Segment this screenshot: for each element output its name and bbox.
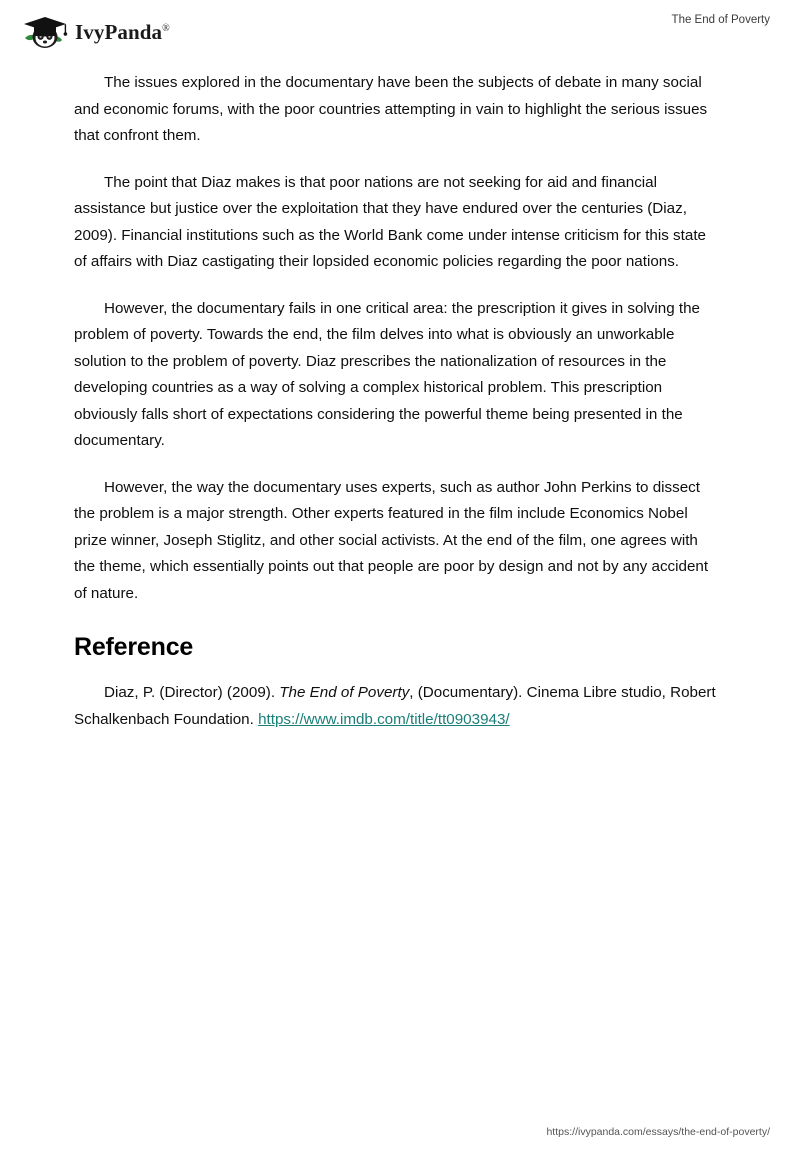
paragraph: The issues explored in the documentary have been the subjects of debate in many social and economic forums, with the poor countries attempting in vain to highlight the serious issues that confront them. xyxy=(74,74,708,144)
brand-name xyxy=(75,20,170,45)
brand-name-text: IvyPanda xyxy=(75,19,163,44)
reference-entry xyxy=(74,680,722,733)
page-header xyxy=(0,0,800,62)
source-url: https://ivypanda.com/essays/the-end-of-poverty/ xyxy=(546,1126,770,1138)
graduation-cap-panda-logo-icon xyxy=(22,12,68,52)
paragraph: The point that Diaz makes is that poor nations are not seeking for aid and financial assistance but justice over the exploitation that they have endured over the centuries (Diaz, 2009). Financial institutions such as the World Bank come under intense criticism for this state of affairs with Diaz castigating their lopsided economic policies regarding the poor nations. xyxy=(74,173,706,270)
document-body xyxy=(74,70,722,733)
reference-title: The End of Poverty xyxy=(279,684,410,701)
brand[interactable] xyxy=(22,12,170,52)
paragraph: However, the way the documentary uses experts, such as author John Perkins to dissect the problem is a major strength. Other experts featured in the film include Economics Nobel prize winner, Joseph Stiglitz, and other social activists. At the end of the film, one agrees with the theme, which essentially points out that people are poor by design and not by any accident of nature. xyxy=(74,478,709,602)
brand-registered-mark: ® xyxy=(162,22,170,34)
reference-link[interactable]: https://www.imdb.com/title/tt0903943/ xyxy=(258,710,510,728)
reference-middle: , (Documentary). Cinema Libre studio, Robert Schalkenbach Foundation. xyxy=(74,684,716,728)
section-heading-reference: Reference xyxy=(74,633,194,661)
reference-prefix: Diaz, P. (Director) (2009). xyxy=(104,684,280,701)
paragraph: However, the documentary fails in one critical area: the prescription it gives in solving the problem of poverty. Towards the end, the film delves into what is obviously an unworkable solution to the problem of poverty. Diaz prescribes the nationalization of resources in the developing countries as a way of solving a complex historical problem. This prescription obviously falls short of expectations considering the powerful theme being presented in the documentary. xyxy=(74,299,700,449)
page-title: The End of Poverty xyxy=(671,14,770,26)
